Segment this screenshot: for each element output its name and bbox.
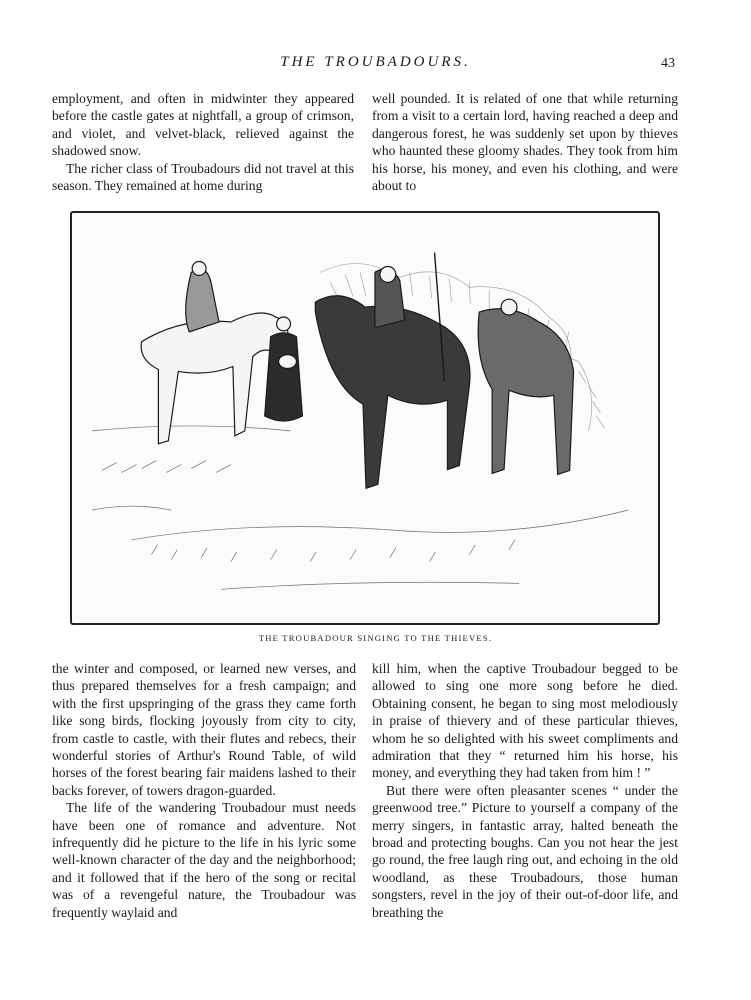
paragraph: But there were often pleasanter scenes “ under the greenwood tree.” Picture to yourself a company of the merry singers, in fantastic array, halted beneath the broad and protecting boughs. Can you not hear the jest go round, the free laugh ring out, and echoing in the old woodland, as these Troubadours, those human songsters, revel in the joy of their out-of-door life, and breathing the [372,782,678,920]
column-bottom-right [372,660,678,921]
paragraph: The richer class of Troubadours did not travel at this season. They remained at home during [52,160,354,194]
paragraph: the winter and composed, or learned new verses, and thus prepared themselves for a fresh campaign; and with the first upspringing of the grass they came forth like song birds, flocking joyously from city to city, from castle to castle, with their flutes and rebecs, their wonderful stories of Arthur's Round Table, of wild horses of the forest bearing fair maidens lashed to their backs forever, of towers dragon-guarded. [52,661,356,798]
paragraph: well pounded. It is related of one that while returning from a visit to a certain lord, having reached a deep and dangerous forest, he was suddenly set upon by thieves who haunted these gloomy shades. They took from him his horse, his money, and even his clothing, and were about to [372,91,678,194]
engraving-illustration [72,213,658,623]
page-number: 43 [661,56,675,71]
center-horse-thieves [315,253,470,489]
illustration-caption: THE TROUBADOUR SINGING TO THE THIEVES. [258,633,493,643]
illustration-troubadour-thieves [70,211,660,625]
column-bottom-left [52,660,356,921]
paragraph: kill him, when the captive Troubadour begged to be allowed to sing one more song before he died. Obtaining consent, he began to sing most melodiously in praise of thievery and of these particular thieves, whom he so delighted with his sweet compliments and admiration that they “ returned him his horse, his money, and everything they had taken from him ! ” [372,661,678,781]
column-top-left [52,90,354,194]
right-horse [478,299,573,474]
ground-hatching [92,426,628,589]
paragraph: The life of the wandering Troubadour must needs have been one of romance and adventure. Not infrequently did he picture to the life in his lyric some well-known character of the day and the neighborhood; and it followed that if the hero of the song or recital was of a revengeful nature, the Troubadour was frequently waylaid and [52,800,356,920]
paragraph: employment, and often in midwinter they appeared before the castle gates at nightfall, a group of crimson, and violet, and velvet-black, relieved against the shadowed snow. [52,91,354,159]
column-top-right [372,90,678,194]
running-title: THE TROUBADOURS. [280,54,471,70]
